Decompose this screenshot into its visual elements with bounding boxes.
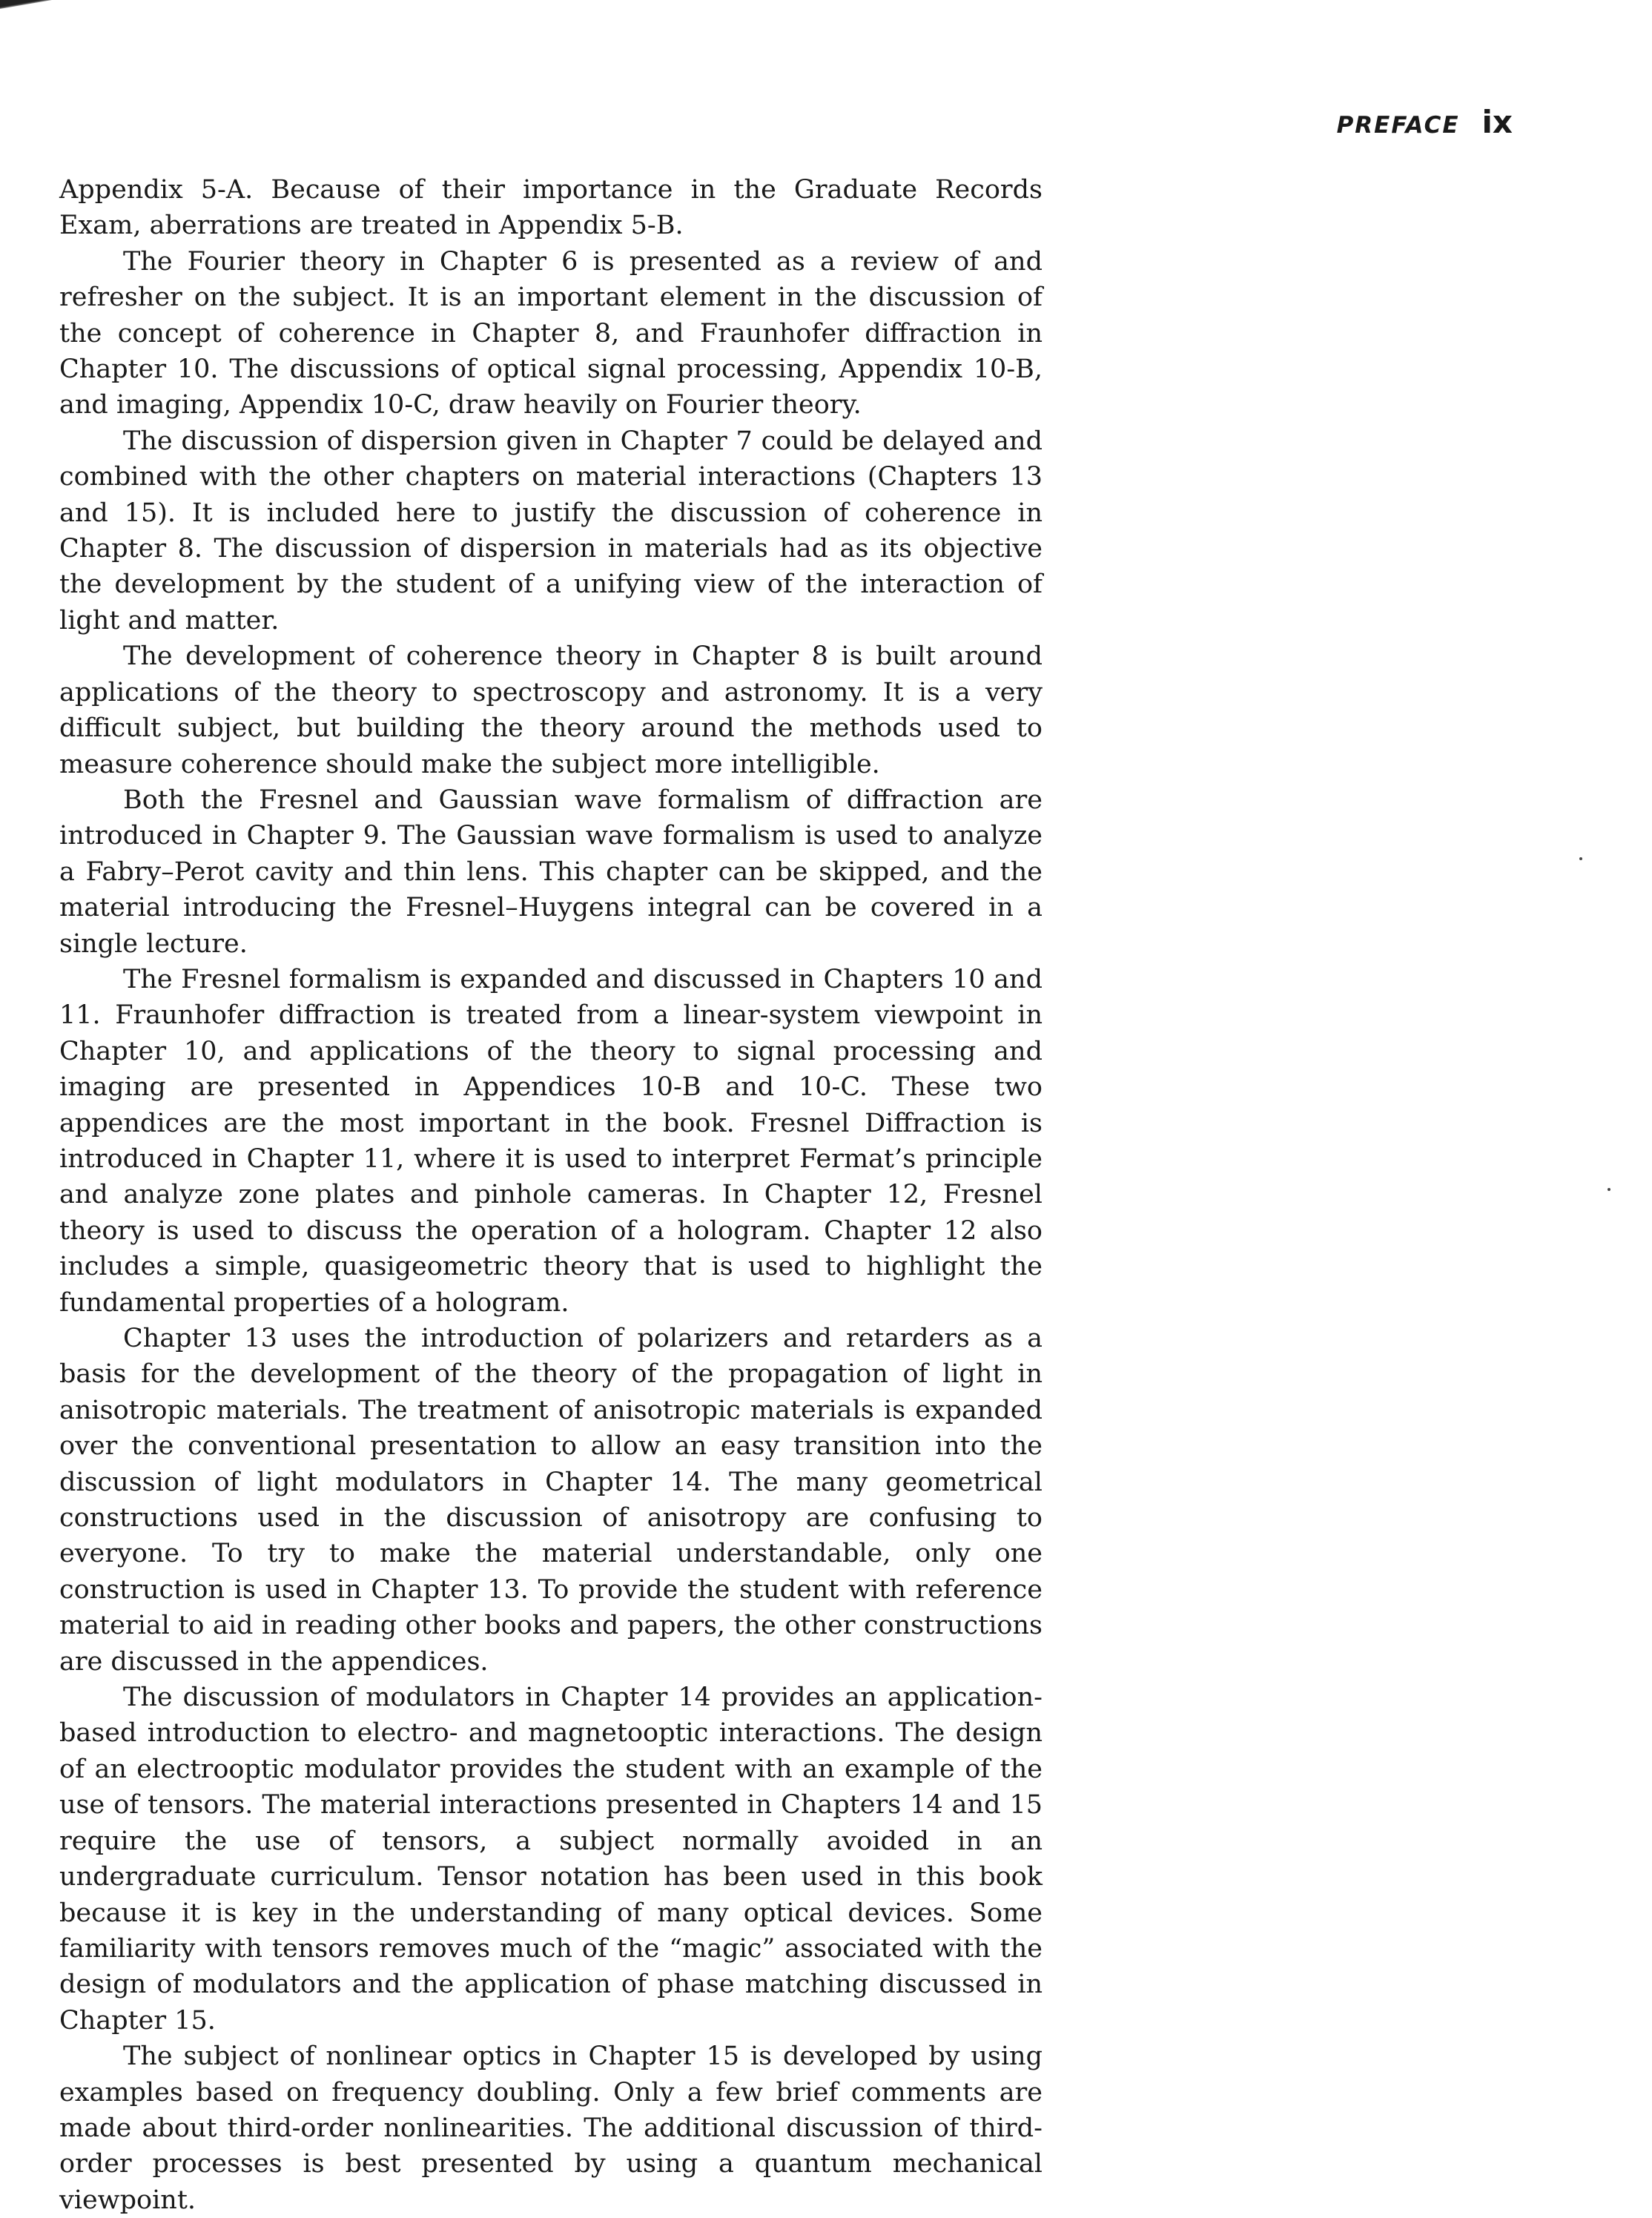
body-text [59, 172, 1043, 2218]
paragraph-fourier-theory: The Fourier theory in Chapter 6 is presented as a review of and refresher on the subject. It is an important element in the discussion of the concept of coherence in Chapter 8, and Fraunhofer diffraction in Chapter 10. The discussions of optical signal processing, Appendix 10-B, and imaging, Appendix 10-C, draw heavily on Fourier theory. [59, 246, 1043, 420]
paragraph-anisotropic-materials: Chapter 13 uses the introduction of polarizers and retarders as a basis for the development of the theory of the propagation of light in anisotropic materials. The treatment of anisotropic materials is expanded over the conventional presentation to allow an easy transition into the discussion of light modulators in Chapter 14. The many geometrical constructions used in the discussion of anisotropy are confusing to everyone. To try to make the material understandable, only one construction is used in Chapter 13. To provide the student with reference material to aid in reading other books and papers, the other constructions are discussed in the appendices. [59, 1324, 1043, 1677]
paragraph-nonlinear-optics: The subject of nonlinear optics in Chapter 15 is developed by using examples based on frequency doubling. Only a few brief comments are made about third-order nonlinearities. The additional discussion of third-order processes is best presented by using a quantum mechanical viewpoint. [59, 2042, 1043, 2215]
page-number: ix [1481, 104, 1513, 140]
paragraph-coherence-theory: The development of coherence theory in Chapter 8 is built around applications of the theory to spectroscopy and astronomy. It is a very difficult subject, but building the theory around the methods used to measure coherence should make the subject more intelligible. [59, 641, 1043, 779]
scan-speck [1608, 1188, 1610, 1191]
running-head [1337, 104, 1513, 140]
scan-speck [1579, 857, 1582, 860]
paragraph-modulators: The discussion of modulators in Chapter 14 provides an application-based introduction to electro- and magnetooptic interactions. The design of an electrooptic modulator provides the student with an example of the use of tensors. The material interactions presented in Chapters 14 and 15 require the use of tensors, a subject normally avoided in an undergraduate curriculum. Tensor notation has been used in this book because it is key in the understanding of many optical devices. Some familiarity with tensors removes much of the “magic” associated with the design of modulators and the application of phase matching discussed in Chapter 15. [59, 1683, 1043, 2036]
scan-corner-mark [0, 0, 52, 9]
paragraph-diffraction-formalism: Both the Fresnel and Gaussian wave formalism of diffraction are introduced in Chapter 9. The Gaussian wave formalism is used to analyze a Fabry–Perot cavity and thin lens. This chapter can be skipped, and the material introducing the Fresnel–Huygens integral can be covered in a single lecture. [59, 785, 1043, 959]
paragraph-continuation: Appendix 5-A. Because of their importance in the Graduate Records Exam, aberrations are treated in Appendix 5-B. [59, 175, 1043, 241]
running-head-label: PREFACE [1336, 112, 1460, 139]
paragraph-fresnel-formalism: The Fresnel formalism is expanded and discussed in Chapters 10 and 11. Fraunhofer diffraction is treated from a linear-system viewpoint in Chapter 10, and applications of the theory to signal processing and imaging are presented in Appendices 10-B and 10-C. These two appendices are the most important in the book. Fresnel Diffraction is introduced in Chapter 11, where it is used to interpret Fermat’s principle and analyze zone plates and pinhole cameras. In Chapter 12, Fresnel theory is used to discuss the operation of a hologram. Chapter 12 also includes a simple, quasigeometric theory that is used to highlight the fundamental properties of a hologram. [59, 964, 1043, 1318]
paragraph-dispersion: The discussion of dispersion given in Chapter 7 could be delayed and combined with the other chapters on material interactions (Chapters 13 and 15). It is included here to justify the discussion of coherence in Chapter 8. The discussion of dispersion in materials had as its objective the development by the student of a unifying view of the interaction of light and matter. [59, 426, 1043, 636]
